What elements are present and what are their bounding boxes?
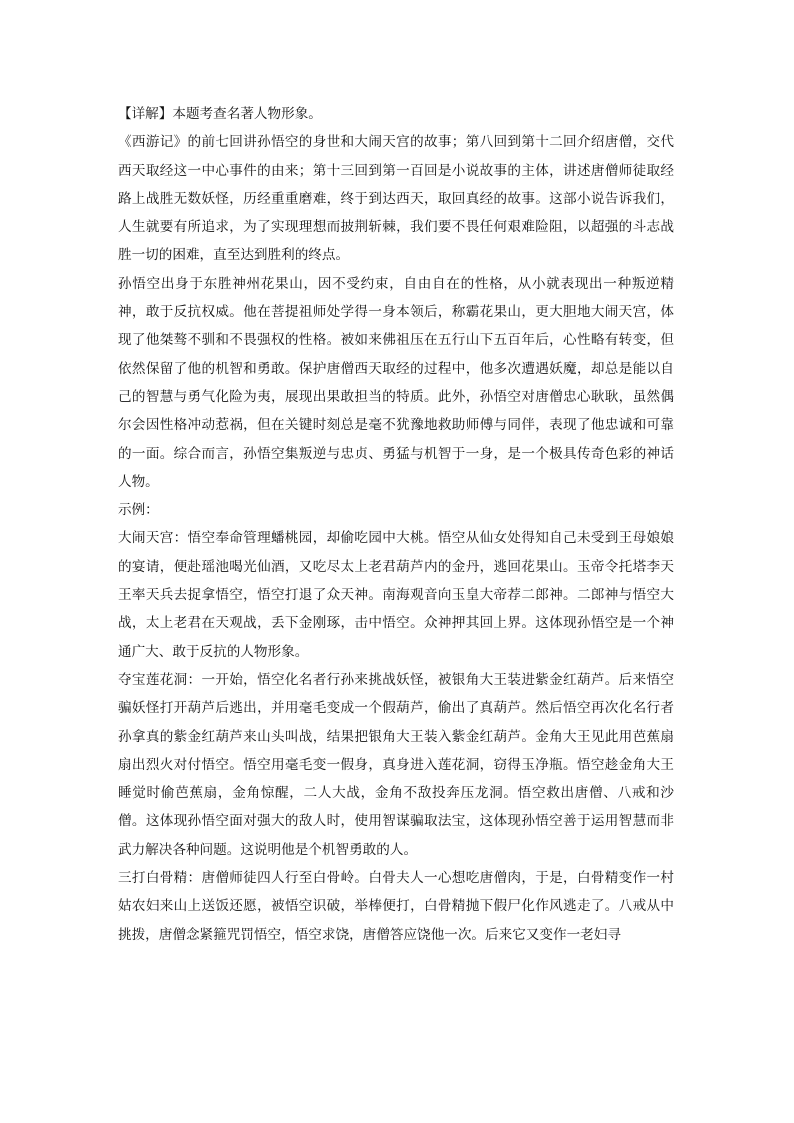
detail-heading-paragraph: 【详解】本题考查名著人物形象。 (118, 106, 322, 122)
document-body (118, 100, 674, 949)
journey-summary-paragraph: 《西游记》的前七回讲孙悟空的身世和大闹天宫的故事；第八回到第十二回介绍唐僧，交代西天取经这一中心事件的由来；第十三回到第一百回是小说故事的主体，讲述唐僧师徒取经路上战胜无数妖怪，历经重重磨难，终于到达西天，取回真经的故事。这部小说告诉我们，人生就要有所追求，为了实现理想而披荆斩棘，我们要不畏任何艰难险阻，以超强的斗志战胜一切的困难，直至达到胜利的终点。 (118, 134, 674, 264)
example-label: 示例： (118, 502, 159, 519)
example-white-bone-demon: 三打白骨精：唐僧师徒四人行至白骨岭。白骨夫人一心想吃唐僧肉，于是，白骨精变作一村姑农妇来山上送饭还愿，被悟空识破，举棒便打，白骨精抛下假尸化作风逃走了。八戒从中挑拨，唐僧念紧箍咒罚悟空，悟空求饶，唐僧答应饶他一次。后来它又变作一老妇寻 (118, 870, 674, 943)
example-havoc-in-heaven: 大闹天宫：悟空奉命管理蟠桃园，却偷吃园中大桃。悟空从仙女处得知自己未受到王母娘娘的宴请，便赴瑶池喝光仙酒，又吃尽太上老君葫芦内的金丹，逃回花果山。玉帝令托塔李天王率天兵去捉拿悟空，悟空打退了众天神。南海观音向玉皇大帝荐二郎神。二郎神与悟空大战，太上老君在天观战，丢下金刚琢，击中悟空。众神押其回上界。这体现孙悟空是一个神通广大、敢于反抗的人物形象。 (118, 530, 674, 660)
example-lotus-cave: 夺宝莲花洞：一开始，悟空化名者行孙来挑战妖怪，被银角大王装进紫金红葫芦。后来悟空骗妖怪打开葫芦后逃出，并用毫毛变成一个假葫芦，偷出了真葫芦。然后悟空再次化名行者孙拿真的紫金红葫芦来山头叫战，结果把银角大王装入紫金红葫芦。金角大王见此用芭蕉扇扇出烈火对付悟空。悟空用毫毛变一假身，真身进入莲花洞，窃得玉净瓶。悟空趁金角大王睡觉时偷芭蕉扇，金角惊醒，二人大战，金角不敌投奔压龙洞。悟空救出唐僧、八戒和沙僧。这体现孙悟空面对强大的敌人时，使用智谋骗取法宝，这体现孙悟空善于运用智慧而非武力解决各种问题。这说明他是个机智勇敢的人。 (118, 671, 674, 858)
character-analysis-paragraph: 孙悟空出身于东胜神州花果山，因不受约束，自由自在的性格，从小就表现出一种叛逆精神，敢于反抗权威。他在菩提祖师处学得一身本领后，称霸花果山，更大胆地大闹天宫，体现了他桀骜不驯和不畏强权的性格。被如来佛祖压在五行山下五百年后，心性略有转变，但依然保留了他的机智和勇敢。保护唐僧西天取经的过程中，他多次遭遇妖魔，却总是能以自己的智慧与勇气化险为夷，展现出果敢担当的特质。此外，孙悟空对唐僧忠心耿耿，虽然偶尔会因性格冲动惹祸，但在关键时刻总是毫不犹豫地救助师傅与同伴，表现了他忠诚和可靠的一面。综合而言，孙悟空集叛逆与忠贞、勇猛与机智于一身，是一个极具传奇色彩的神话人物。 (118, 275, 674, 490)
